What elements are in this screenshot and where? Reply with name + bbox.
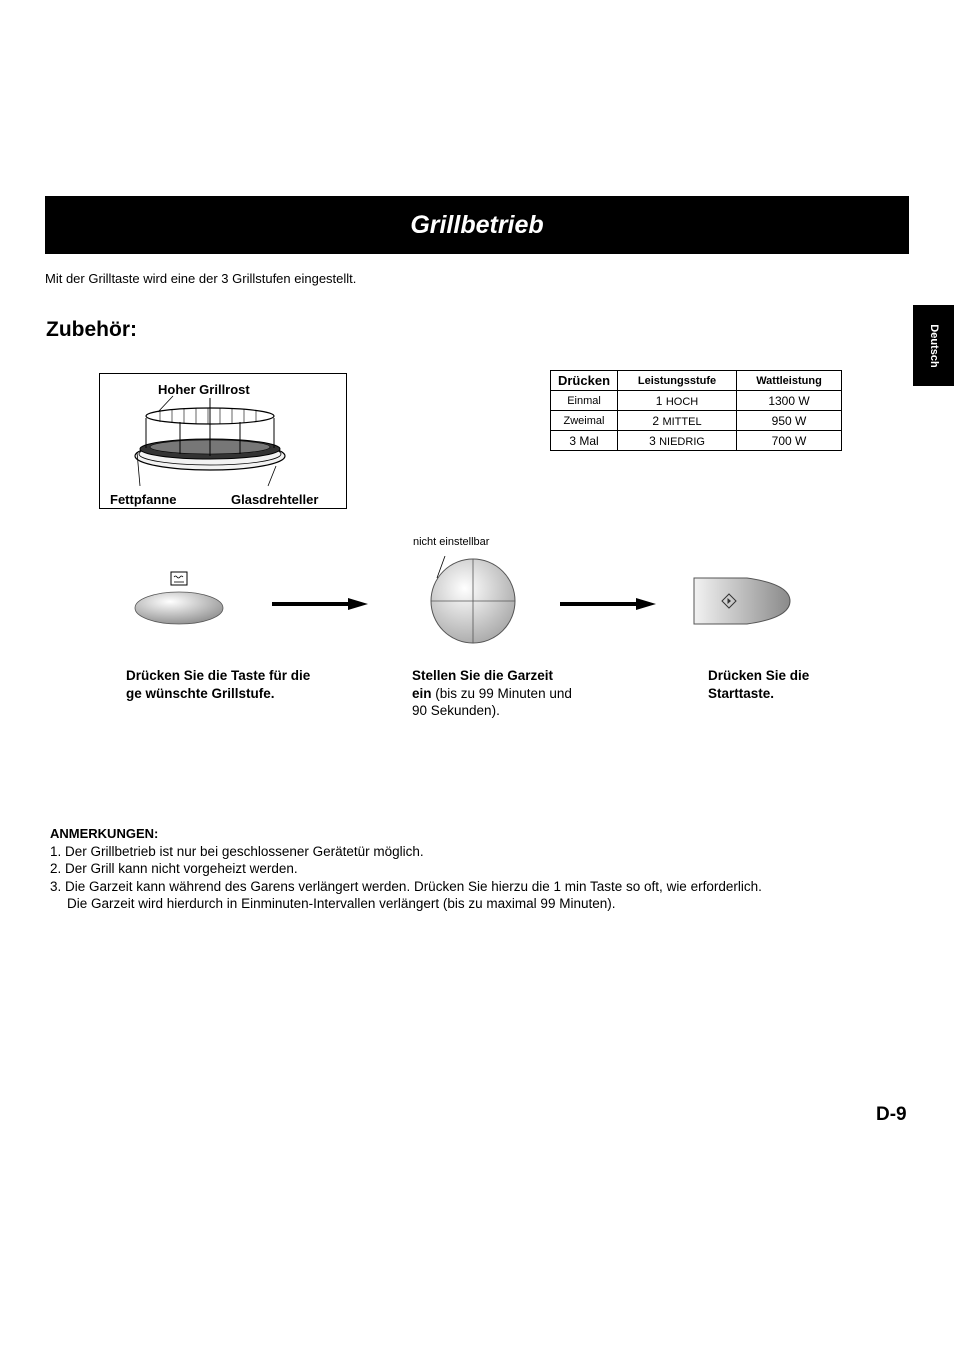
label-turntable: Glasdrehteller bbox=[231, 492, 319, 507]
table-cell: Zweimal bbox=[551, 411, 618, 431]
note-item: 2. Der Grill kann nicht vorgeheizt werden. bbox=[50, 861, 298, 876]
label-grill-rack: Hoher Grillrost bbox=[158, 382, 250, 397]
table-cell: 950 W bbox=[737, 411, 842, 431]
power-table bbox=[550, 370, 842, 451]
label-grease-pan: Fettpfanne bbox=[110, 492, 177, 507]
level-number: 2 bbox=[652, 413, 660, 428]
table-row bbox=[551, 391, 842, 411]
note-item: 3. Die Garzeit kann während des Garens verlängert werden. Drücken Sie hierzu die 1 min Taste so oft, wie erforderlich. bbox=[50, 878, 762, 894]
step-2-bold: Stellen Sie die Garzeit ein bbox=[412, 668, 554, 701]
note-item: Die Garzeit wird hierdurch in Einminuten-Intervallen verlängert (bis zu maximal 99 Minuten). bbox=[67, 896, 616, 911]
start-icon bbox=[692, 576, 794, 626]
intro-text: Mit der Grilltaste wird eine der 3 Grillstufen eingestellt. bbox=[45, 271, 357, 286]
grill-button[interactable] bbox=[131, 570, 227, 626]
language-tab bbox=[913, 305, 954, 386]
time-dial[interactable] bbox=[428, 556, 518, 646]
step-3-bold: Drücken Sie die Starttaste. bbox=[708, 668, 810, 701]
start-button[interactable] bbox=[692, 576, 794, 626]
level-name: MITTEL bbox=[662, 415, 702, 428]
table-row bbox=[551, 431, 842, 451]
notes-heading: ANMERKUNGEN: bbox=[50, 826, 159, 841]
level-name: NIEDRIG bbox=[659, 435, 705, 448]
note-item: 1. Der Grillbetrieb ist nur bei geschlossener Gerätetür möglich. bbox=[50, 843, 424, 859]
table-cell bbox=[618, 391, 737, 411]
table-cell bbox=[618, 431, 737, 451]
table-cell: Einmal bbox=[551, 391, 618, 411]
dial-note: nicht einstellbar bbox=[413, 536, 490, 548]
language-tab-label: Deutsch bbox=[927, 323, 940, 368]
step-2-text bbox=[412, 667, 572, 720]
table-header-row bbox=[551, 371, 842, 391]
table-cell: 3 Mal bbox=[551, 431, 618, 451]
table-row bbox=[551, 411, 842, 431]
level-number: 3 bbox=[649, 433, 656, 448]
table-cell: 700 W bbox=[737, 431, 842, 451]
notes bbox=[50, 825, 762, 913]
step-1-bold: Drücken Sie die Taste für die ge wünschte Grillstufe. bbox=[126, 668, 311, 701]
arrow-right-icon bbox=[560, 596, 658, 612]
page-number: D-9 bbox=[876, 1104, 907, 1125]
step-2-normal: (bis zu 99 Minuten und 90 Sekunden). bbox=[412, 685, 572, 718]
section-title: Zubehör: bbox=[46, 318, 137, 341]
col-header: Wattleistung bbox=[737, 371, 842, 391]
arrow-right-icon bbox=[272, 596, 370, 612]
page-title: Grillbetrieb bbox=[410, 211, 544, 239]
level-name: HOCH bbox=[665, 395, 699, 408]
level-number: 1 bbox=[655, 393, 663, 408]
step-1-text bbox=[126, 667, 326, 702]
grill-icon bbox=[131, 570, 227, 626]
table-cell bbox=[618, 411, 737, 431]
title-bar bbox=[45, 196, 909, 254]
accessories-box bbox=[99, 373, 347, 509]
step-3-text bbox=[708, 667, 838, 702]
dial-icon bbox=[428, 556, 518, 646]
table-cell: 1300 W bbox=[737, 391, 842, 411]
col-header: Leistungsstufe bbox=[618, 371, 737, 391]
col-header: Drücken bbox=[551, 371, 618, 391]
